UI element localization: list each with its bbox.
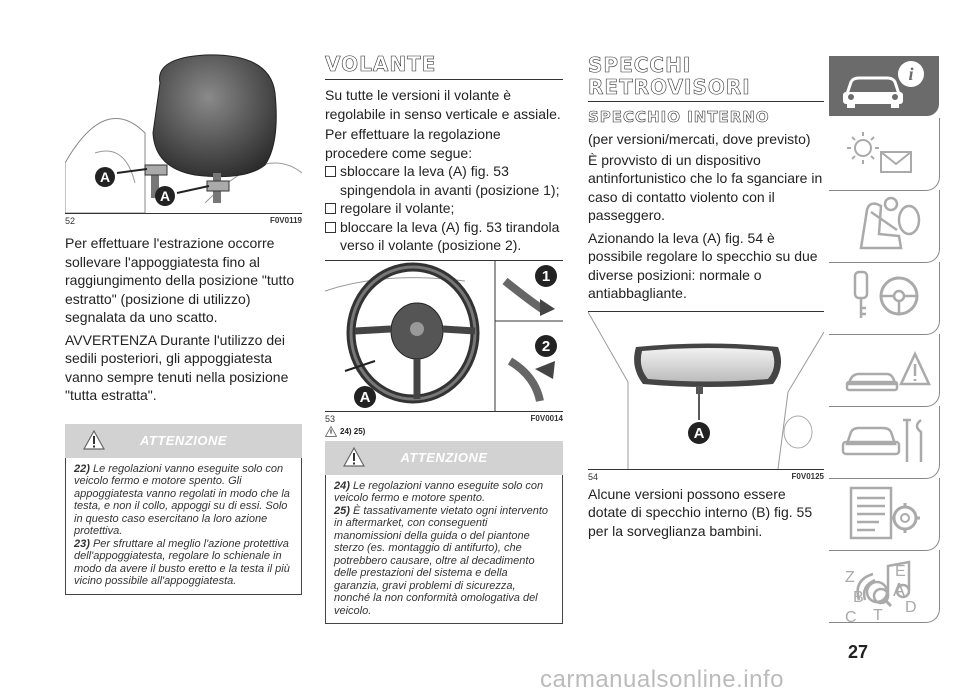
list-item: regolare il volante; — [325, 199, 563, 218]
rearview-mirror-illustration — [588, 312, 824, 469]
list-item: sbloccare la leva (A) fig. 53 spingendola in avanti (posizione 1); — [325, 162, 563, 199]
section-title: VOLANTE — [325, 52, 437, 76]
nav-tab-maintenance[interactable] — [829, 406, 940, 479]
warning-refs: 24) 25) — [325, 426, 563, 437]
figure-code: F0V0125 — [791, 471, 824, 481]
label-a: A — [693, 424, 705, 442]
warning-content — [325, 475, 563, 625]
nav-tab-car-info[interactable] — [829, 56, 939, 116]
nav-tab-starting-driving[interactable] — [829, 262, 940, 335]
label-a: A — [359, 388, 371, 406]
label-a: A — [159, 188, 171, 204]
section-title: SPECCHI RETROVISORI — [588, 53, 751, 99]
figure-number: 52 — [65, 216, 76, 226]
paragraph: Per effettuare la regolazione procedere come segue: — [325, 126, 501, 161]
svg-text:T: T — [873, 607, 883, 624]
note-text: Le regolazioni vanno eseguite solo con veicolo fermo e motore spento. — [334, 479, 544, 504]
warning-title: ATTENZIONE — [139, 433, 228, 448]
warning-road-icon — [829, 334, 939, 404]
note-number: 25) — [334, 504, 350, 517]
figure-code: F0V0119 — [269, 216, 302, 225]
figure-code: F0V0014 — [530, 413, 563, 423]
note-text: Per sfruttare al meglio l'azione protettiva dell'appoggiatesta, regolare lo schienale in modo da avere il busto eretto e la testa il più vicino possibile all'appoggiatesta. — [74, 537, 290, 587]
warning-block — [65, 424, 302, 595]
label-2: 2 — [541, 337, 551, 355]
figure-54 — [588, 311, 824, 470]
figure-caption — [65, 216, 302, 226]
paragraph: Azionando la leva (A) fig. 54 è possibile regolare lo specchio su due diverse posizioni: normale o antiabbagliante. — [588, 229, 818, 301]
nav-tab-emergency[interactable] — [829, 334, 940, 407]
svg-text:Z: Z — [845, 569, 855, 586]
nav-tab-technical-data[interactable] — [829, 478, 940, 551]
paragraph: Per effettuare l'estrazione occorre sollevare l'appoggiatesta fino al raggiungimento della posizione "tutto estratto" (posizione di utilizzo) segnalata da uno scatto. — [65, 235, 295, 325]
warning-triangle-icon — [83, 430, 105, 450]
section-subtitle: SPECCHIO INTERNO — [588, 108, 770, 126]
warning-triangle-icon — [325, 426, 337, 437]
figure-number: 53 — [325, 413, 336, 424]
nav-tab-safety[interactable] — [829, 190, 940, 263]
svg-text:i: i — [908, 64, 914, 84]
figure-52 — [65, 53, 302, 214]
checkbox-bullet-icon — [325, 203, 336, 214]
car-info-icon — [829, 56, 939, 116]
note-text: Le regolazioni vanno eseguite solo con veicolo fermo e motore spento. Gli appoggiatesta vanno regolati in modo che la testa, e non il collo, appoggi su di essi. Solo in questo caso esercitano la loro azione protettiva. — [74, 462, 290, 537]
svg-text:B: B — [853, 589, 864, 606]
nav-tab-dashboard[interactable] — [829, 118, 940, 191]
column-3 — [588, 0, 824, 540]
note-number: 23) — [74, 537, 90, 550]
note-text: È tassativamente vietato ogni intervento in aftermarket, con conseguenti manomissioni della guida o del piantone sterzo (es. montaggio di antifurto), che potrebbero causare, oltre al decadimento delle prestazioni del sistema e della garanzia, gravi problemi di sicurezza, nonché la non conformità omologativa del veicolo. — [334, 504, 549, 617]
warning-content — [65, 458, 302, 595]
figure-caption — [588, 472, 824, 482]
list-item: bloccare la leva (A) fig. 53 tirandola verso il volante (posizione 2). — [325, 218, 563, 255]
warning-header — [325, 441, 563, 475]
car-tools-icon — [829, 406, 939, 476]
airbag-seat-icon — [829, 190, 939, 260]
watermark: carmanualsonline.info — [540, 666, 784, 693]
column-2 — [325, 0, 563, 624]
warning-title: ATTENZIONE — [400, 450, 488, 465]
figure-caption — [325, 414, 563, 424]
specs-gear-icon — [829, 478, 939, 548]
warning-triangle-icon — [343, 447, 365, 467]
paragraph: Alcune versioni possono essere dotate di specchio interno (B) fig. 55 per la sorveglianza bambini. — [588, 485, 813, 539]
checkbox-bullet-icon — [325, 222, 336, 233]
paragraph: (per versioni/mercati, dove previsto) — [588, 131, 811, 147]
paragraph: AVVERTENZA Durante l'utilizzo dei sedili posteriori, gli appoggiatesta vanno sempre tenuti nella posizione "tutta estratta". — [65, 331, 289, 403]
nav-tab-index[interactable] — [829, 558, 939, 628]
label-a: A — [99, 169, 111, 185]
column-1 — [65, 0, 302, 595]
note-number: 24) — [334, 479, 350, 492]
key-steering-icon — [829, 262, 939, 332]
label-1: 1 — [541, 267, 551, 285]
steering-wheel-illustration — [325, 261, 563, 411]
headrest-illustration — [65, 53, 302, 213]
page-number: 27 — [848, 642, 869, 662]
checkbox-bullet-icon — [325, 166, 336, 177]
figure-53 — [325, 260, 563, 412]
dashboard-lights-icon — [829, 118, 939, 188]
warning-header — [65, 424, 302, 458]
svg-text:A: A — [893, 580, 906, 600]
index-alphabet-icon — [829, 558, 939, 628]
figure-number: 54 — [588, 471, 599, 482]
svg-text:D: D — [905, 599, 917, 616]
paragraph: Su tutte le versioni il volante è regolabile in senso verticale e assiale. — [325, 87, 561, 122]
note-number: 22) — [74, 462, 90, 475]
paragraph: È provvisto di un dispositivo antinfortunistico che lo fa sganciare in caso di contatto violento con il passeggero. — [588, 151, 823, 223]
svg-text:C: C — [845, 609, 857, 626]
warning-block — [325, 441, 563, 625]
svg-text:E: E — [895, 563, 906, 580]
